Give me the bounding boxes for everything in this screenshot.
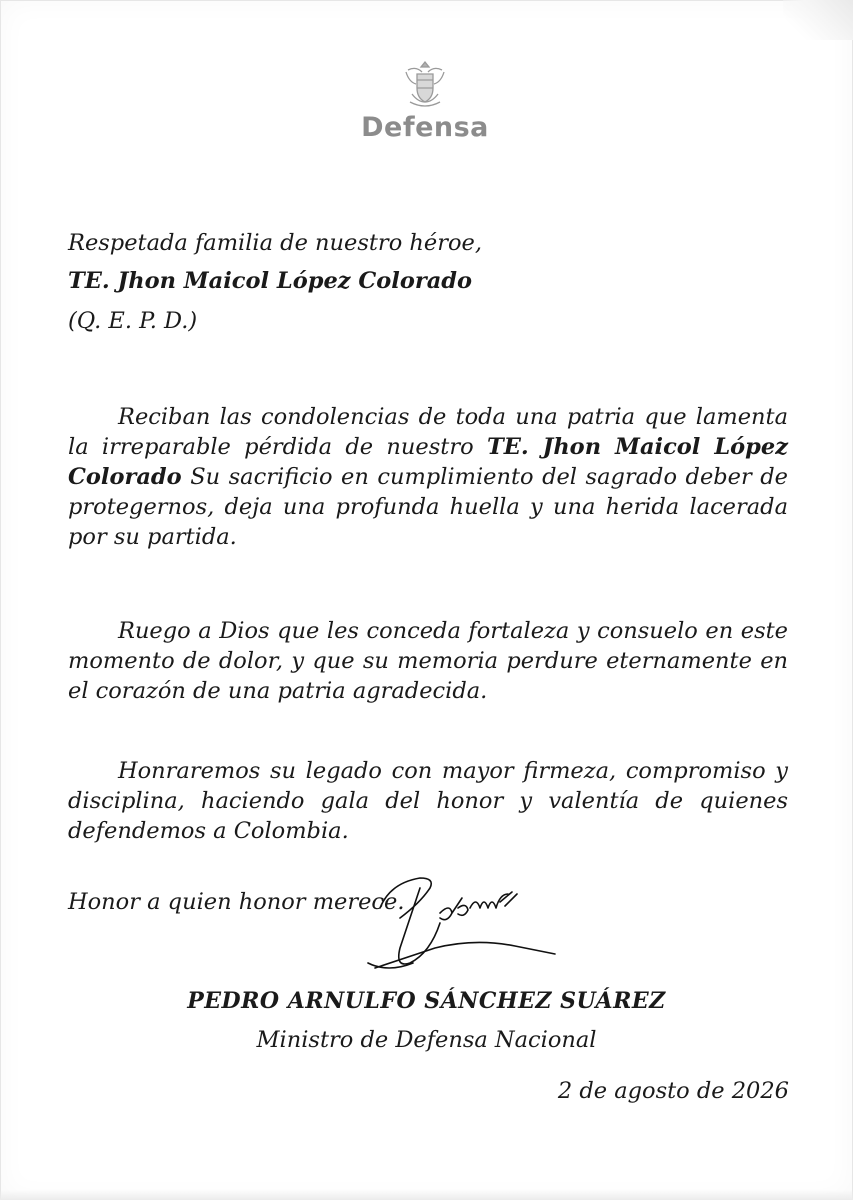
- letterhead: [340, 58, 510, 143]
- qepd-line: (Q. E. P. D.): [68, 308, 198, 334]
- salutation-greeting: Respetada familia de nuestro héroe,: [68, 230, 482, 256]
- paragraph-legacy: Honraremos su legado con mayor firmeza, compromiso y disciplina, haciendo gala del honor y valentía de quienes defendemos a Colombia.: [68, 758, 788, 844]
- ministry-brand: Defensa: [361, 112, 489, 143]
- signatory-name: PEDRO ARNULFO SÁNCHEZ SUÁREZ: [187, 988, 666, 1014]
- paragraph-condolences: [68, 402, 788, 552]
- signatory-title: Ministro de Defensa Nacional: [256, 1027, 597, 1053]
- paragraph-condolences-name: TE. Jhon Maicol López Colorado: [68, 434, 788, 490]
- honoree-name: TE. Jhon Maicol López Colorado: [68, 268, 473, 294]
- coat-of-arms-icon: [402, 58, 448, 110]
- letter-date: 2 de agosto de 2026: [557, 1078, 789, 1104]
- page-corner-shadow: [783, 0, 853, 40]
- closing-line: Honor a quien honor merece.: [68, 889, 405, 915]
- paragraph-condolences-rest: Su sacrificio en cumplimiento del sagrado deber de protegernos, deja una profunda huella y una herida lacerada por su partida.: [68, 464, 788, 550]
- paragraph-prayer: Ruego a Dios que les conceda fortaleza y consuelo en este momento de dolor, y que su memoria perdure eternamente en el corazón de una patria agradecida.: [68, 618, 788, 704]
- signature-image: [360, 868, 570, 988]
- paragraph-condolences-intro: Reciban las condolencias de toda una patria que lamenta la irreparable pérdida de nuestro: [68, 404, 788, 460]
- page-bottom-shadow: [0, 1190, 853, 1200]
